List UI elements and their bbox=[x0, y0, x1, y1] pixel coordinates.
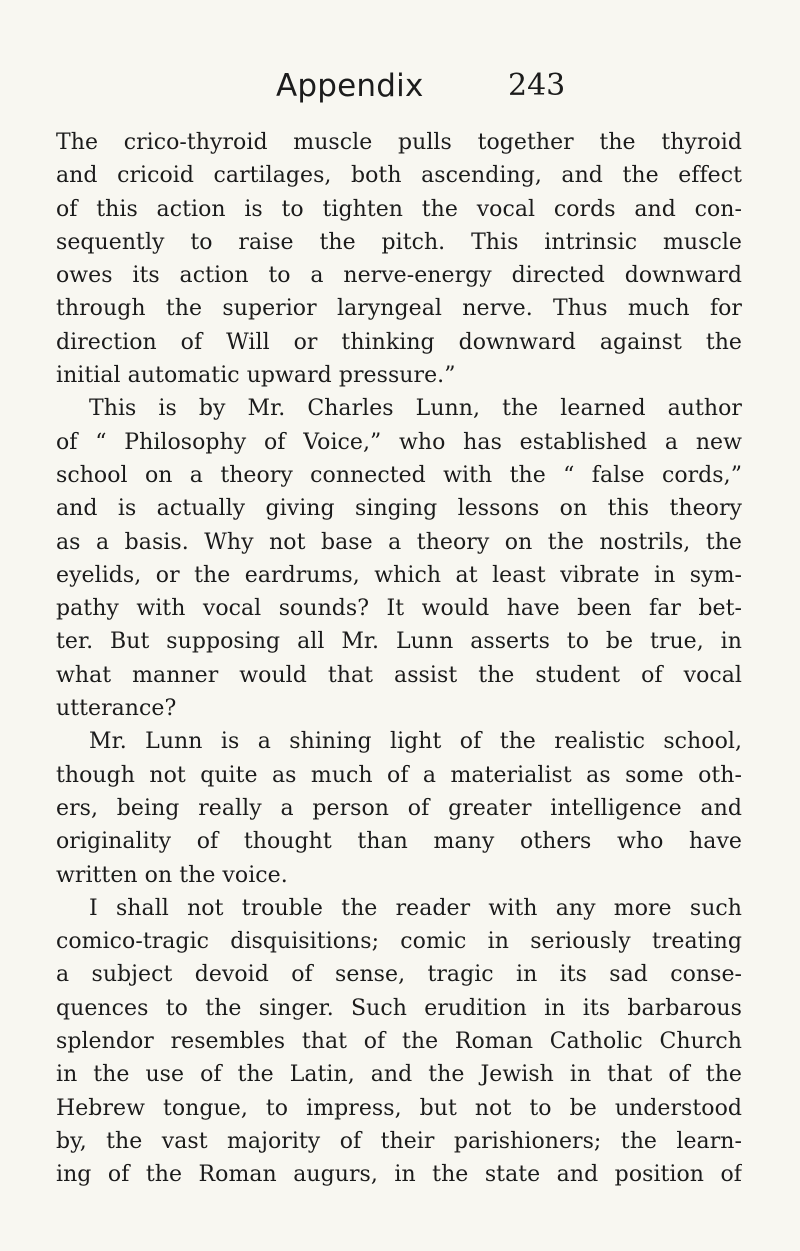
text-line: ter. But supposing all Mr. Lunn asserts to be true, in bbox=[56, 629, 742, 655]
text-line: Hebrew tongue, to impress, but not to be understood bbox=[56, 1095, 742, 1121]
running-head bbox=[0, 66, 800, 106]
text-line: of this action is to tighten the vocal cords and con- bbox=[56, 196, 742, 222]
text-line: utterance? bbox=[56, 696, 177, 722]
text-line: comico-tragic disquisitions; comic in seriously treating bbox=[56, 929, 742, 955]
text-line: eyelids, or the eardrums, which at least vibrate in sym- bbox=[56, 562, 742, 588]
text-line: and is actually giving singing lessons on this theory bbox=[56, 496, 742, 522]
text-line: quences to the singer. Such erudition in its barbarous bbox=[56, 995, 742, 1021]
text-line: and cricoid cartilages, both ascending, and the effect bbox=[56, 163, 742, 189]
text-line: of “ Philosophy of Voice,” who has established a new bbox=[56, 429, 742, 455]
text-line: pathy with vocal sounds? It would have been far bet- bbox=[56, 596, 742, 622]
text-line: I shall not trouble the reader with any more such bbox=[89, 895, 742, 921]
text-line: The crico-thyroid muscle pulls together the thyroid bbox=[56, 130, 742, 155]
text-line: direction of Will or thinking downward against the bbox=[56, 329, 742, 355]
text-line: though not quite as much of a materialist as some oth- bbox=[56, 762, 742, 788]
text-line: as a basis. Why not base a theory on the nostrils, the bbox=[56, 529, 742, 555]
text-line: school on a theory connected with the “ false cords,” bbox=[56, 462, 742, 488]
text-line: Mr. Lunn is a shining light of the realistic school, bbox=[89, 729, 742, 755]
text-line: initial automatic upward pressure.” bbox=[56, 363, 456, 389]
text-line: a subject devoid of sense, tragic in its sad conse- bbox=[56, 962, 742, 988]
text-line: ing of the Roman augurs, in the state and position of bbox=[56, 1162, 742, 1188]
text-line: by, the vast majority of their parishioners; the learn- bbox=[56, 1128, 742, 1154]
text-line: originality of thought than many others who have bbox=[56, 829, 742, 855]
body-text bbox=[56, 126, 742, 1192]
text-line: written on the voice. bbox=[56, 862, 288, 888]
text-line: This is by Mr. Charles Lunn, the learned author bbox=[89, 396, 742, 422]
text-line: owes its action to a nerve-energy directed downward bbox=[56, 263, 742, 289]
text-line: sequently to raise the pitch. This intrinsic muscle bbox=[56, 229, 742, 255]
text-line: in the use of the Latin, and the Jewish in that of the bbox=[56, 1062, 742, 1088]
text-line: splendor resembles that of the Roman Catholic Church bbox=[56, 1029, 742, 1055]
text-line: what manner would that assist the student of vocal bbox=[56, 662, 742, 688]
text-line: through the superior laryngeal nerve. Thus much for bbox=[56, 296, 742, 322]
running-title: Appendix bbox=[276, 68, 424, 104]
text-line: ers, being really a person of greater intelligence and bbox=[56, 795, 742, 821]
page-number: 243 bbox=[508, 68, 566, 103]
